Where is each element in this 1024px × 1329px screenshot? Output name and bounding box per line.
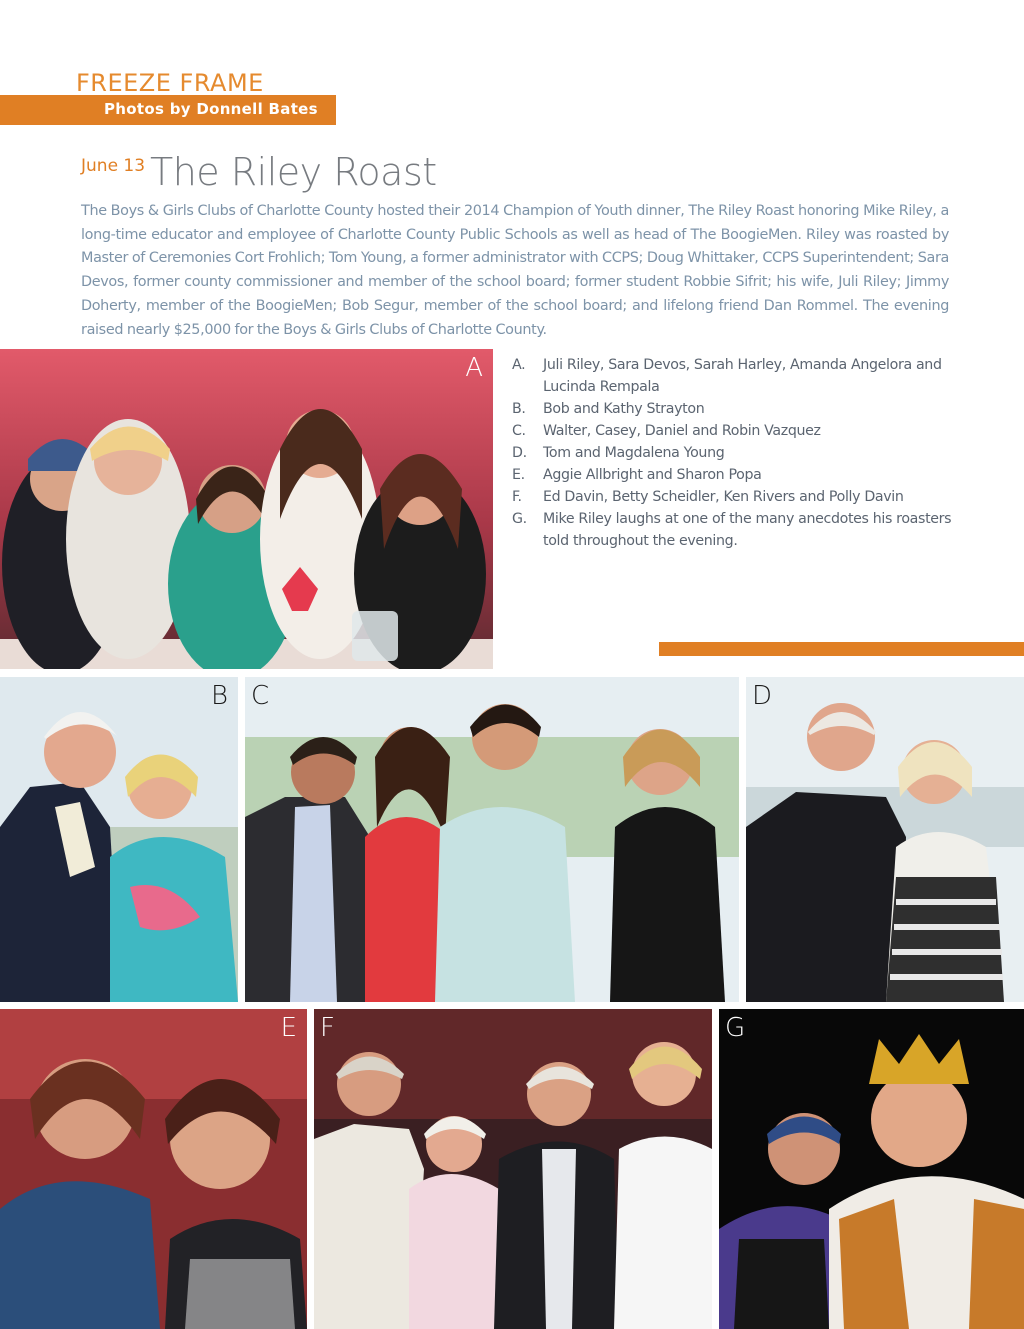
caption-text: Juli Riley, Sara Devos, Sarah Harley, Amanda Angelora and Lucinda Rempala [543, 357, 942, 395]
caption-b [512, 398, 952, 420]
photo-a-letter: A [465, 353, 483, 383]
caption-text: Mike Riley laughs at one of the many anecdotes his roasters told throughout the evening. [543, 511, 952, 549]
caption-text: Aggie Allbright and Sharon Popa [543, 467, 762, 483]
photo-c [245, 677, 739, 1002]
event-title: The Riley Roast [150, 150, 437, 194]
photo-b-letter: B [210, 681, 228, 711]
caption-c [512, 420, 952, 442]
caption-letter: F. [512, 489, 522, 505]
caption-e [512, 464, 952, 486]
photo-g-letter: G [725, 1013, 746, 1043]
caption-letter: B. [512, 401, 526, 417]
photo-a [0, 349, 493, 669]
photo-f [314, 1009, 712, 1329]
caption-f [512, 486, 952, 508]
caption-a [512, 354, 952, 398]
caption-text: Tom and Magdalena Young [543, 445, 725, 461]
caption-text: Walter, Casey, Daniel and Robin Vazquez [543, 423, 821, 439]
event-date: June 13 [81, 156, 146, 176]
caption-letter: D. [512, 445, 527, 461]
caption-list [512, 354, 952, 552]
photo-g-image [719, 1009, 1024, 1329]
photo-g [719, 1009, 1024, 1329]
caption-letter: G. [512, 511, 527, 527]
photo-f-image [314, 1009, 712, 1329]
section-label: FREEZE FRAME [76, 70, 264, 92]
photo-f-letter: F [320, 1013, 335, 1043]
photo-credit-bar [0, 95, 336, 125]
caption-text: Ed Davin, Betty Scheidler, Ken Rivers and Polly Davin [543, 489, 904, 505]
photo-d-image [746, 677, 1024, 1002]
photo-d-letter: D [752, 681, 773, 711]
caption-letter: A. [512, 357, 526, 373]
photo-e [0, 1009, 307, 1329]
caption-g [512, 508, 952, 552]
photo-credit: Photos by Donnell Bates [104, 100, 318, 118]
photo-e-letter: E [280, 1013, 297, 1043]
photo-e-image [0, 1009, 307, 1329]
photo-a-image [0, 349, 493, 669]
photo-d [746, 677, 1024, 1002]
photo-b-image [0, 677, 238, 1002]
photo-c-image [245, 677, 739, 1002]
caption-text: Bob and Kathy Strayton [543, 401, 705, 417]
photo-b [0, 677, 238, 1002]
caption-letter: C. [512, 423, 526, 439]
accent-bar [659, 642, 1024, 656]
photo-c-letter: C [251, 681, 270, 711]
event-intro: The Boys & Girls Clubs of Charlotte County hosted their 2014 Champion of Youth dinner, The Riley Roast honoring Mike Riley, a long-time educator and employee of Charlotte County Public Schools as well as head of The BoogieMen. Riley was roasted by Master of Ceremonies Cort Frohlich; Tom Young, a former administrator with CCPS; Doug Whittaker, CCPS Superintendent; Sara Devos, former county commissioner and member of the school board; former student Robbie Sifrit; his wife, Juli Riley; Jimmy Doherty, member of the BoogieMen; Bob Segur, member of the school board; and lifelong friend Dan Rommel. The evening raised nearly $25,000 for the Boys & Girls Clubs of Charlotte County. [81, 203, 949, 338]
caption-letter: E. [512, 467, 525, 483]
caption-d [512, 442, 952, 464]
